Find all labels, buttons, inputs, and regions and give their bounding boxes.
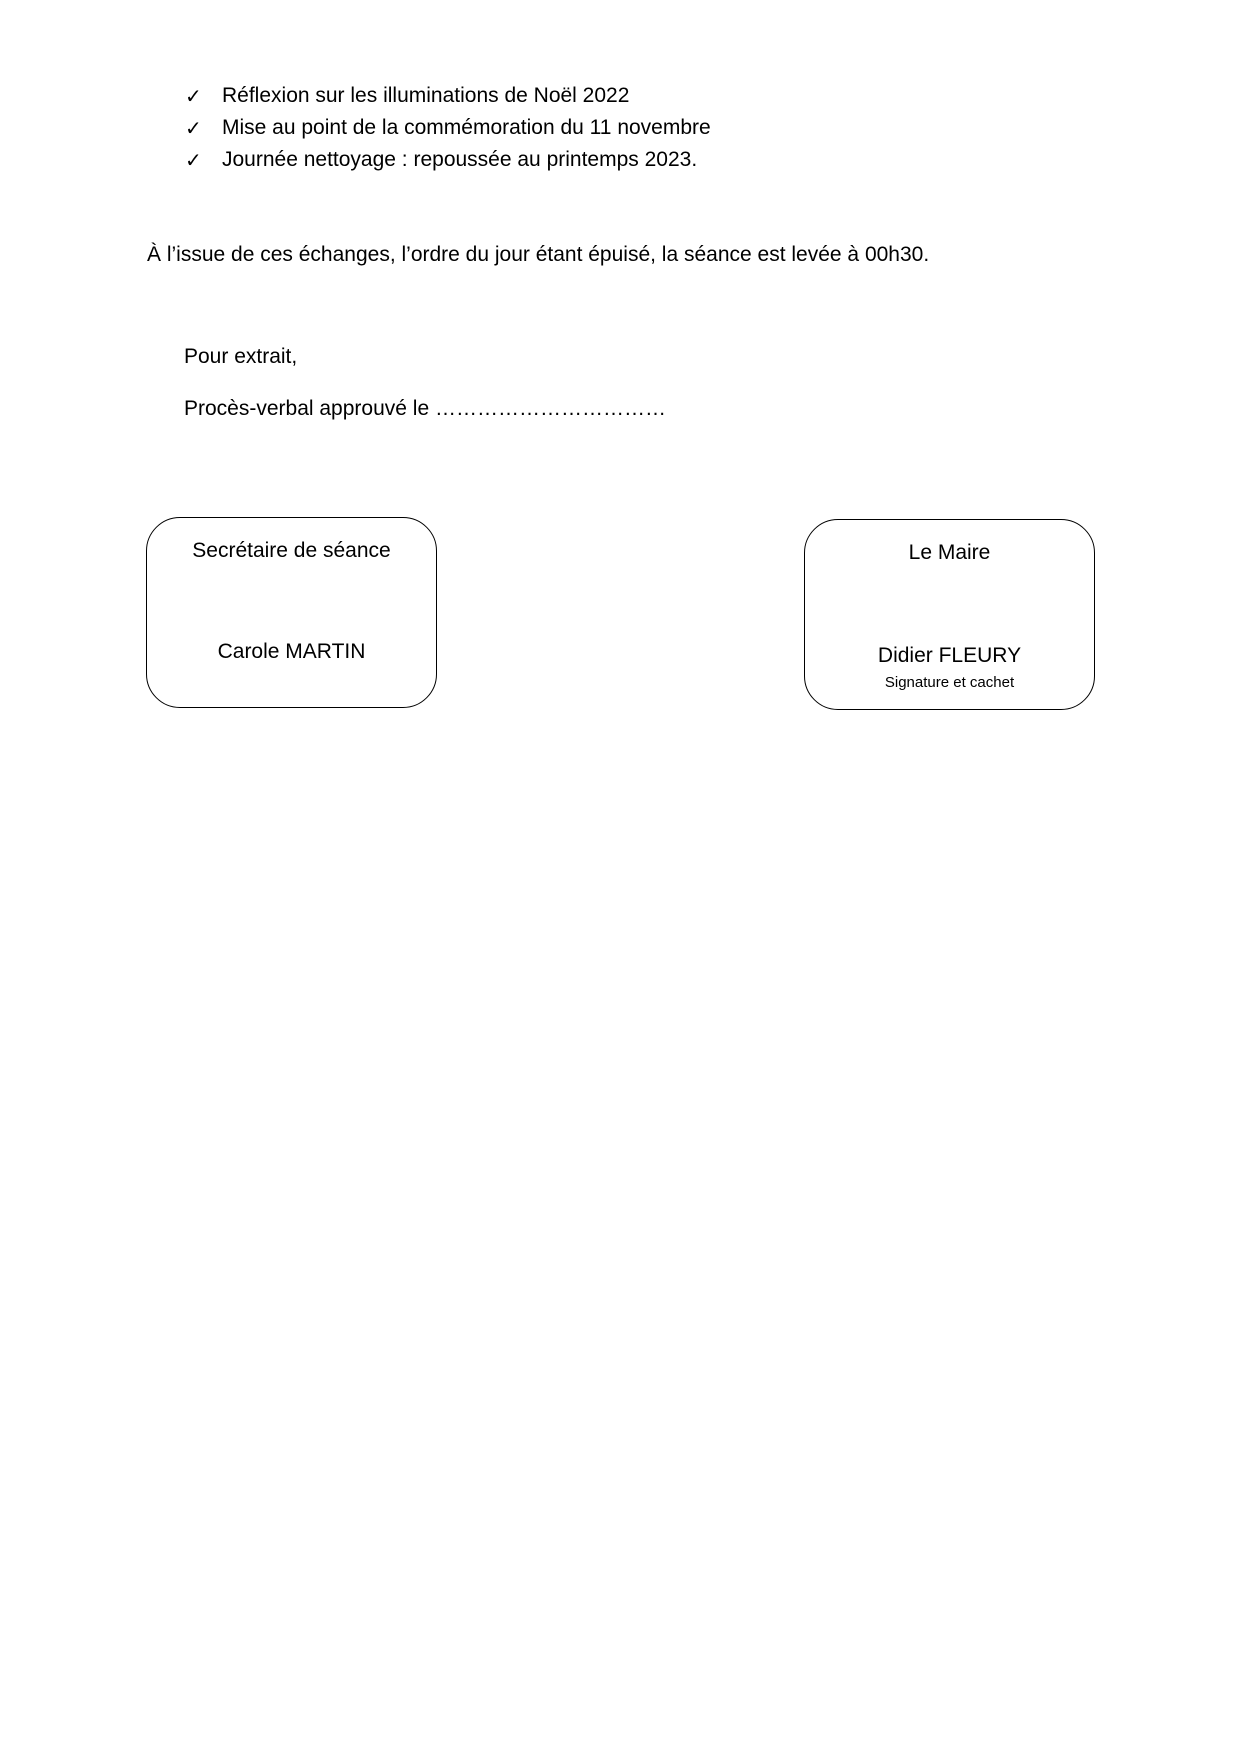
mayor-role-label: Le Maire: [908, 541, 991, 564]
agenda-item-text: Mise au point de la commémoration du 11 novembre: [222, 116, 711, 139]
mayor-name: Didier FLEURY: [877, 644, 1022, 667]
checkmark-icon: ✓: [185, 148, 202, 172]
checkmark-icon: ✓: [185, 84, 202, 108]
secretary-signature-box: [146, 517, 437, 708]
extract-label: Pour extrait,: [184, 345, 298, 368]
secretary-role-label: Secrétaire de séance: [192, 539, 391, 562]
secretary-name: Carole MARTIN: [217, 640, 366, 663]
mayor-signature-box: [804, 519, 1095, 710]
approval-line: Procès-verbal approuvé le ……………………………: [184, 397, 666, 420]
checkmark-icon: ✓: [185, 116, 202, 140]
closing-paragraph: À l’issue de ces échanges, l’ordre du jour étant épuisé, la séance est levée à 00h30.: [147, 243, 930, 266]
signature-note: Signature et cachet: [884, 674, 1015, 691]
agenda-item-text: Journée nettoyage : repoussée au printemps 2023.: [222, 148, 698, 171]
agenda-item-text: Réflexion sur les illuminations de Noël 2022: [222, 84, 630, 107]
